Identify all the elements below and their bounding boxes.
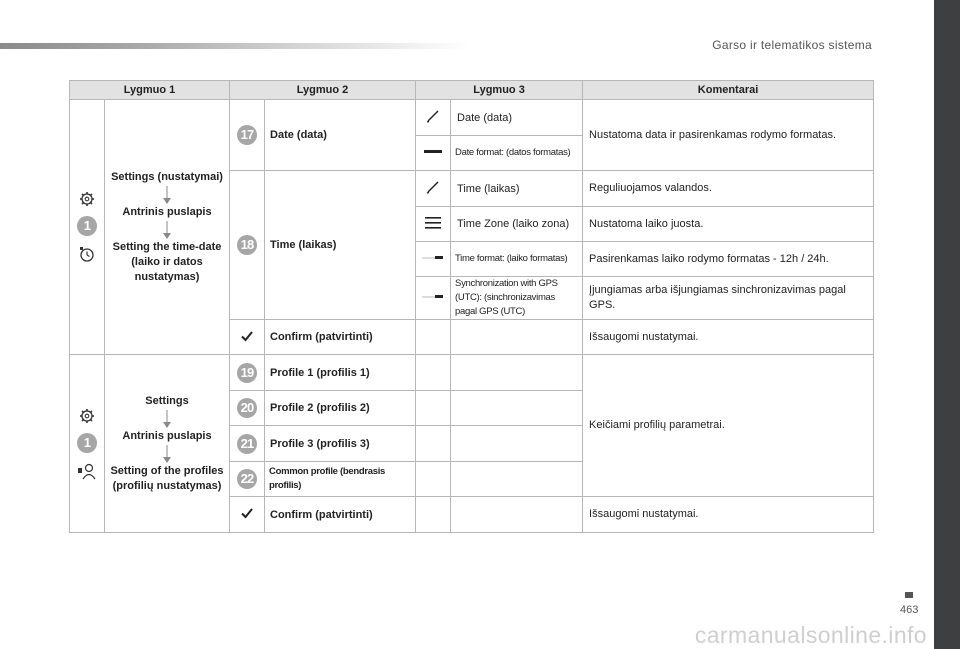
arrow-down-icon (163, 221, 171, 239)
gear-icon (79, 191, 95, 207)
level2-cell (105, 100, 230, 355)
watermark: carmanualsonline.info (694, 622, 927, 648)
badge-cell (230, 100, 265, 171)
comment-text: Įjungiamas arba išjungiamas sinchronizavimas pagal GPS. (583, 277, 874, 320)
header-gradient-bar (0, 43, 470, 49)
icon-cell (416, 171, 451, 207)
level2-setting-profiles: Setting of the profiles (profilių nustatymas) (110, 464, 224, 492)
empty-cell (451, 497, 583, 533)
empty-cell (451, 462, 583, 497)
level2-cell (105, 355, 230, 533)
checkmark-icon (241, 330, 253, 342)
step-badge: 18 (237, 235, 257, 255)
level1-cell (70, 100, 105, 355)
empty-cell (451, 426, 583, 462)
slider-bar-icon (423, 148, 443, 156)
step-badge: 1 (77, 433, 97, 453)
icon-cell (416, 100, 451, 136)
pencil-icon (426, 180, 440, 194)
comment-text: Išsaugomi nustatymai. (583, 320, 874, 355)
badge-cell (230, 171, 265, 320)
option-label: Confirm (patvirtinti) (265, 320, 416, 355)
step-badge: 21 (237, 434, 257, 454)
level3-text: Time (laikas) (451, 171, 583, 207)
badge-cell (230, 426, 265, 462)
empty-cell (416, 497, 451, 533)
toggle-icon (422, 254, 444, 262)
table-header-row (70, 81, 874, 100)
table-row (70, 100, 874, 136)
level3-text: Time Zone (laiko zona) (451, 207, 583, 242)
icon-cell (416, 136, 451, 171)
icon-cell (416, 207, 451, 242)
arrow-down-icon (163, 410, 171, 428)
page-header-title: Garso ir telematikos sistema (712, 38, 872, 52)
comment-text: Išsaugomi nustatymai. (583, 497, 874, 533)
badge-cell (230, 391, 265, 426)
option-label: Profile 1 (profilis 1) (265, 355, 416, 391)
level3-text: Time format: (laiko formatas) (451, 242, 583, 277)
profile-icon (77, 462, 97, 480)
step-badge: 22 (237, 469, 257, 489)
option-label: Profile 2 (profilis 2) (265, 391, 416, 426)
badge-cell (230, 355, 265, 391)
step-badge: 17 (237, 125, 257, 145)
level2-subpage: Antrinis puslapis (122, 205, 212, 218)
comment-text: Pasirenkamas laiko rodymo formatas - 12h / 24h. (583, 242, 874, 277)
icon-cell (416, 277, 451, 320)
empty-cell (416, 320, 451, 355)
level2-setting-time-date: Setting the time-date (laiko ir datos nustatymas) (112, 240, 222, 283)
arrow-down-icon (163, 445, 171, 463)
column-header-comments: Komentarai (583, 81, 874, 100)
option-label: Date (data) (265, 100, 416, 171)
level3-text: Date (data) (451, 100, 583, 136)
level2-settings: Settings (145, 394, 189, 407)
option-label: Time (laikas) (265, 171, 416, 320)
page-number: 463 (900, 604, 919, 616)
comment-text: Nustatoma data ir pasirenkamas rodymo formatas. (583, 100, 874, 171)
level3-text: Date format: (datos formatas) (451, 136, 583, 171)
icon-cell (230, 497, 265, 533)
icon-cell (230, 320, 265, 355)
empty-cell (416, 426, 451, 462)
checkmark-icon (241, 507, 253, 519)
column-header-level1: Lygmuo 1 (70, 81, 230, 100)
empty-cell (416, 462, 451, 497)
pencil-icon (426, 109, 440, 123)
page-marker (905, 592, 913, 598)
clock-icon (78, 245, 96, 263)
settings-table (69, 80, 874, 533)
comment-text: Nustatoma laiko juosta. (583, 207, 874, 242)
step-badge: 20 (237, 398, 257, 418)
icon-cell (416, 242, 451, 277)
comment-text: Keičiami profilių parametrai. (583, 355, 874, 497)
step-badge: 1 (77, 216, 97, 236)
level2-subpage: Antrinis puslapis (122, 429, 212, 442)
badge-cell (230, 462, 265, 497)
side-band (934, 0, 960, 649)
level3-text: Synchronization with GPS (UTC): (sinchronizavimas pagal GPS (UTC) (451, 277, 583, 320)
empty-cell (416, 391, 451, 426)
level1-cell (70, 355, 105, 533)
empty-cell (451, 391, 583, 426)
option-label: Common profile (bendrasis profilis) (265, 462, 416, 497)
toggle-icon (422, 293, 444, 301)
empty-cell (451, 355, 583, 391)
column-header-level2: Lygmuo 2 (230, 81, 416, 100)
list-icon (424, 216, 442, 230)
step-badge: 19 (237, 363, 257, 383)
arrow-down-icon (163, 186, 171, 204)
empty-cell (451, 320, 583, 355)
level2-settings: Settings (nustatymai) (111, 170, 223, 183)
empty-cell (416, 355, 451, 391)
comment-text: Reguliuojamos valandos. (583, 171, 874, 207)
option-label: Profile 3 (profilis 3) (265, 426, 416, 462)
option-label: Confirm (patvirtinti) (265, 497, 416, 533)
gear-icon (79, 408, 95, 424)
table-row (70, 355, 874, 391)
column-header-level3: Lygmuo 3 (416, 81, 583, 100)
